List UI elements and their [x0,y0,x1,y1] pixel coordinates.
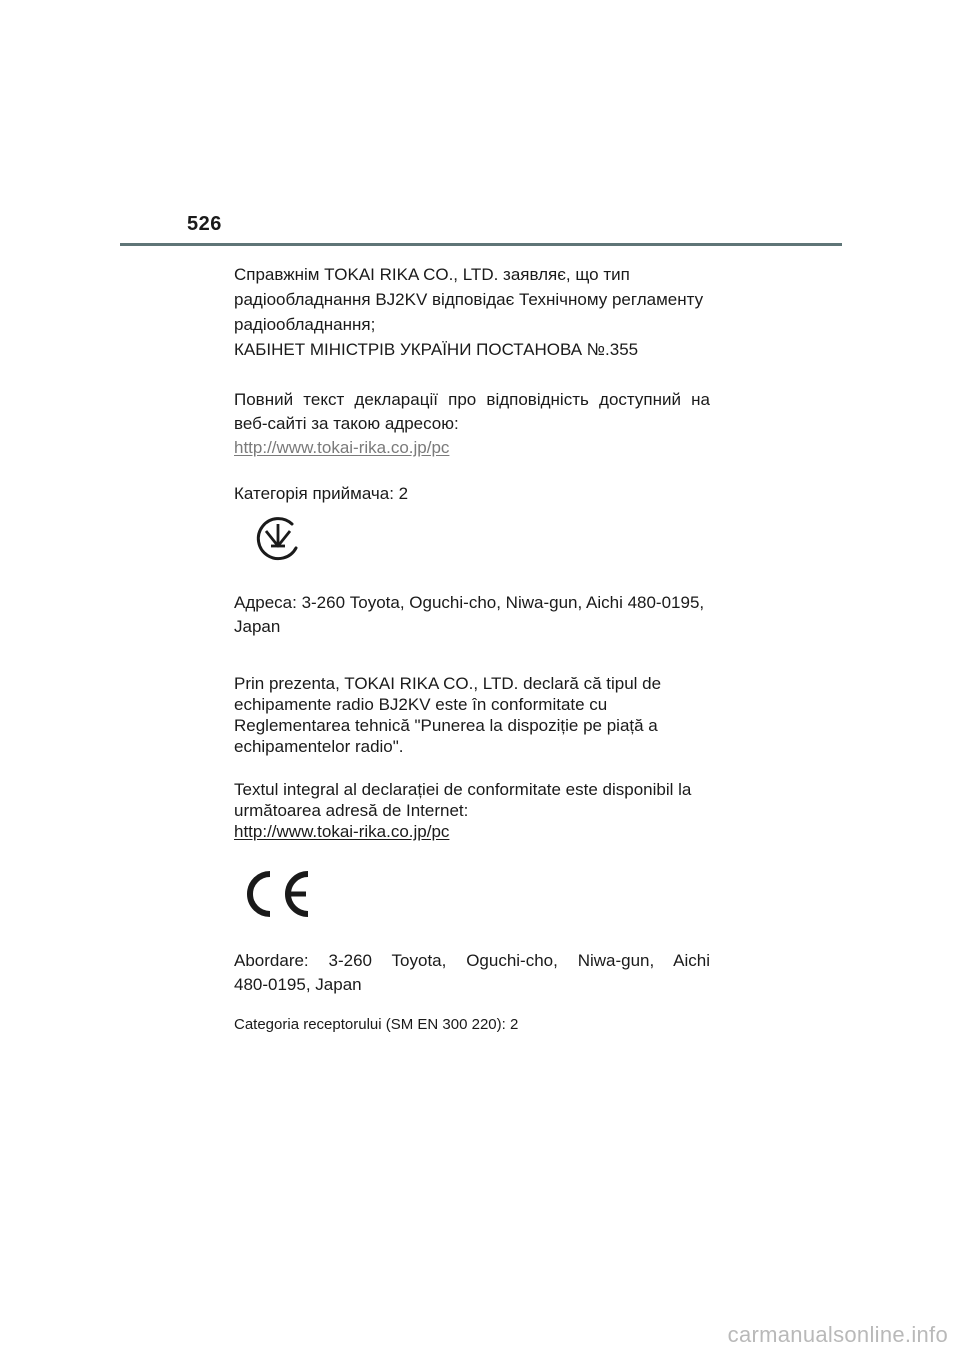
ukraine-conformity-mark-icon [254,514,710,569]
ua-address-line: Japan [234,617,281,636]
ua-address-line: Адреса: 3-260 Toyota, Oguchi-cho, Niwa-gun, Aichi 480-0195, [234,593,705,612]
watermark: carmanualsonline.info [727,1322,948,1347]
ro-declaration-line: echipamente radio BJ2KV este în conformitate cu [234,695,608,714]
ro-full-text-notice [234,779,710,842]
ua-declaration-line: Справжнім TOKAI RIKA CO., LTD. заявляє, що тип [234,265,630,284]
ua-full-text-line: Повний текст декларації про відповідність доступний на [234,390,710,409]
ro-declaration-line: Prin prezenta, TOKAI RIKA CO., LTD. declară că tipul de [234,674,662,693]
ua-declaration-line: радіообладнання; [234,315,376,334]
ro-declaration [234,673,710,757]
ua-full-text-notice [234,388,710,460]
ua-address [234,591,710,639]
ua-full-text-line: веб-сайті за такою адресою: [234,414,459,433]
ro-declaration-url-link[interactable]: http://www.tokai-rika.co.jp/pc [234,822,450,841]
ro-declaration-line: echipamentelor radio". [234,737,404,756]
ro-full-text-line: următoarea adresă de Internet: [234,801,469,820]
ro-address-line: 480-0195, Japan [234,975,362,994]
ro-address [234,949,710,997]
header-rule [120,243,842,246]
ua-declaration [234,262,710,362]
ro-address-line: Abordare: 3-260 Toyota, Oguchi-cho, Niwa-gun, Aichi [234,951,710,970]
ro-receiver-category: Categoria receptorului (SM EN 300 220): 2 [234,1016,519,1033]
ua-declaration-line: радіообладнання BJ2KV відповідає Технічному регламенту [234,290,704,309]
ro-declaration-line: Reglementarea tehnică "Punerea la dispoziție pe piață a [234,716,658,735]
ua-declaration-line: КАБІНЕТ МІНІСТРІВ УКРАЇНИ ПОСТАНОВА №.355 [234,340,639,359]
page-number: 526 [187,213,222,235]
page-content [234,262,710,1035]
ce-mark-icon [240,868,710,927]
ua-declaration-url-link[interactable]: http://www.tokai-rika.co.jp/pc [234,438,450,457]
ro-full-text-line: Textul integral al declarației de conformitate este disponibil la [234,780,692,799]
ua-receiver-category: Категорія приймача: 2 [234,484,409,503]
